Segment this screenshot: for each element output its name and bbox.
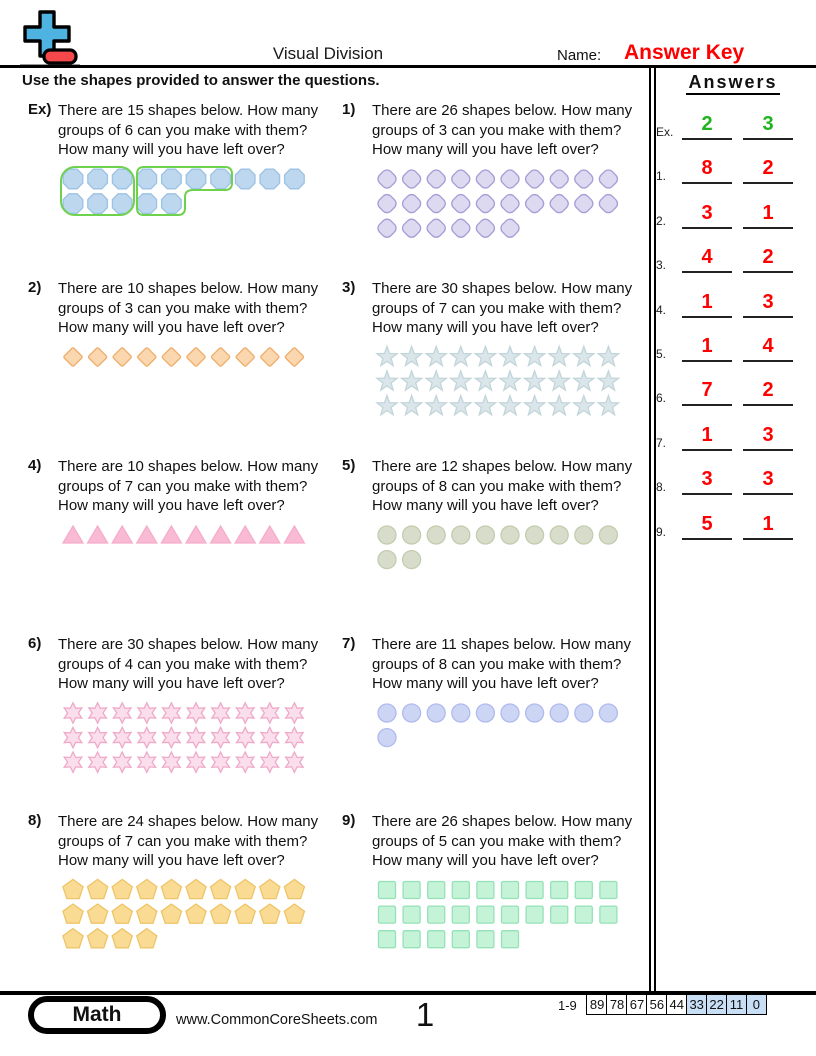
answer-blank: 2 bbox=[743, 378, 793, 406]
answer-blank: 3 bbox=[682, 467, 732, 495]
answer-blank: 3 bbox=[743, 112, 793, 140]
problem-block bbox=[28, 635, 340, 776]
problem-text bbox=[58, 812, 318, 871]
problem-text-line: There are 30 shapes below. How many bbox=[58, 636, 319, 653]
problem-text-line: How many will you have left over? bbox=[58, 319, 285, 336]
answer-blank: 4 bbox=[743, 334, 793, 362]
answer-blank: 4 bbox=[682, 245, 732, 273]
answer-key-label: Answer Key bbox=[624, 41, 745, 64]
score-cell: 44 bbox=[666, 994, 688, 1015]
problem-number: Ex) bbox=[28, 101, 52, 118]
score-range-label: 1-9 bbox=[558, 998, 577, 1013]
problem-block bbox=[342, 812, 654, 953]
answer-blank: 1 bbox=[682, 334, 732, 362]
problem-text-line: groups of 7 can you make with them? bbox=[372, 299, 622, 317]
shape-grid bbox=[374, 344, 654, 420]
problem-text bbox=[372, 279, 632, 338]
answer-row-label: 3. bbox=[656, 258, 667, 273]
answer-blank: 2 bbox=[682, 112, 732, 140]
answer-row bbox=[656, 423, 793, 451]
answer-blank: 3 bbox=[682, 201, 732, 229]
answer-blank: 2 bbox=[743, 156, 793, 184]
problem-text-line: groups of 3 can you make with them? bbox=[58, 299, 308, 317]
problem-number: 5) bbox=[342, 457, 356, 474]
problem-text bbox=[372, 457, 632, 516]
answer-row bbox=[656, 156, 793, 184]
problem-text bbox=[58, 457, 318, 516]
answer-row-label: Ex. bbox=[656, 125, 674, 139]
problem-text-line: There are 10 shapes below. How many bbox=[58, 280, 319, 297]
answer-row-label: 4. bbox=[656, 302, 667, 317]
problem-text-line: There are 12 shapes below. How many bbox=[372, 458, 633, 475]
score-cell: 67 bbox=[626, 994, 648, 1015]
answer-blank: 8 bbox=[682, 156, 732, 184]
problem-text-line: How many will you have left over? bbox=[58, 141, 285, 158]
answer-blank: 2 bbox=[743, 245, 793, 273]
answer-row bbox=[656, 512, 793, 540]
answer-row bbox=[656, 378, 793, 406]
problem-text bbox=[58, 635, 318, 694]
answer-blank: 3 bbox=[743, 467, 793, 495]
problem-text-line: There are 11 shapes below. How many bbox=[372, 636, 632, 653]
problem-text-line: groups of 6 can you make with them? bbox=[58, 121, 308, 139]
problem-text-line: There are 15 shapes below. How many bbox=[58, 102, 319, 119]
problem-text-line: groups of 8 can you make with them? bbox=[372, 477, 622, 495]
problem-text-line: There are 26 shapes below. How many bbox=[372, 813, 633, 830]
problem-text-line: How many will you have left over? bbox=[372, 497, 599, 514]
problem-block bbox=[342, 279, 654, 420]
problem-text-line: groups of 3 can you make with them? bbox=[372, 121, 622, 139]
problem-number: 1) bbox=[342, 101, 356, 118]
answer-row bbox=[656, 245, 793, 273]
answer-row-label: 5. bbox=[656, 347, 667, 361]
problem-number: 9) bbox=[342, 812, 356, 829]
answer-row bbox=[656, 112, 793, 140]
problem-block bbox=[28, 101, 340, 217]
answer-row bbox=[656, 290, 793, 318]
shape-grid bbox=[60, 166, 340, 217]
shape-grid bbox=[374, 700, 654, 751]
problem-text bbox=[372, 635, 631, 694]
answer-row-label: 1. bbox=[656, 169, 667, 184]
problem-text bbox=[58, 101, 318, 160]
problem-number: 4) bbox=[28, 457, 42, 474]
answer-blank: 5 bbox=[682, 512, 732, 540]
problem-text-line: How many will you have left over? bbox=[372, 675, 599, 692]
problem-text-line: There are 30 shapes below. How many bbox=[372, 280, 633, 297]
problem-text bbox=[58, 279, 318, 338]
page-number: 1 bbox=[415, 996, 435, 1033]
shape-grid bbox=[374, 522, 654, 573]
name-label: Name: bbox=[557, 47, 602, 64]
answer-blank: 1 bbox=[743, 201, 793, 229]
problem-text-line: How many will you have left over? bbox=[58, 497, 285, 514]
problem-text-line: There are 26 shapes below. How many bbox=[372, 102, 633, 119]
problem-text-line: There are 10 shapes below. How many bbox=[58, 458, 319, 475]
answer-row bbox=[656, 334, 793, 362]
score-cell: 33 bbox=[686, 994, 708, 1015]
answer-row-label: 9. bbox=[656, 524, 667, 539]
answers-panel-title: Answers bbox=[656, 72, 810, 93]
shape-grid bbox=[60, 877, 340, 953]
problem-text bbox=[372, 101, 632, 160]
answer-row bbox=[656, 467, 793, 495]
worksheet-title: Visual Division bbox=[272, 44, 384, 63]
answer-row-label: 2. bbox=[656, 213, 667, 228]
problem-number: 7) bbox=[342, 635, 356, 652]
problem-block bbox=[342, 101, 654, 242]
score-cell: 56 bbox=[646, 994, 668, 1015]
problem-text-line: groups of 7 can you make with them? bbox=[58, 477, 308, 495]
score-cell: 89 bbox=[586, 994, 608, 1015]
shape-grid bbox=[374, 166, 654, 242]
shape-grid bbox=[60, 700, 340, 776]
problem-text-line: How many will you have left over? bbox=[58, 852, 285, 869]
problem-block bbox=[342, 635, 654, 751]
problem-block bbox=[342, 457, 654, 573]
shape-grid bbox=[60, 344, 340, 371]
shape-grid bbox=[60, 522, 340, 549]
problem-text-line: groups of 5 can you make with them? bbox=[372, 832, 622, 850]
answer-row-label: 8. bbox=[656, 480, 667, 495]
problem-block bbox=[28, 812, 340, 953]
problem-text-line: groups of 4 can you make with them? bbox=[58, 655, 308, 673]
answer-blank: 3 bbox=[743, 423, 793, 451]
problem-text-line: groups of 7 can you make with them? bbox=[58, 832, 308, 850]
problem-text bbox=[372, 812, 632, 871]
answer-row-label: 7. bbox=[656, 435, 667, 450]
problem-text-line: groups of 8 can you make with them? bbox=[372, 655, 622, 673]
problem-text-line: How many will you have left over? bbox=[372, 852, 599, 869]
answer-blank: 1 bbox=[682, 290, 732, 318]
problem-block bbox=[28, 457, 340, 549]
subject-badge: Math bbox=[28, 996, 166, 1034]
score-cell: 22 bbox=[706, 994, 728, 1015]
website-url: www.CommonCoreSheets.com bbox=[176, 1012, 378, 1028]
shape-grid bbox=[374, 877, 654, 953]
answer-blank: 1 bbox=[743, 512, 793, 540]
problem-number: 6) bbox=[28, 635, 42, 652]
instruction-text: Use the shapes provided to answer the questions. bbox=[22, 72, 380, 89]
problem-number: 8) bbox=[28, 812, 42, 829]
answer-blank: 1 bbox=[682, 423, 732, 451]
answer-blank: 3 bbox=[743, 290, 793, 318]
score-cell: 11 bbox=[726, 994, 748, 1015]
answer-row bbox=[656, 201, 793, 229]
problem-text-line: There are 24 shapes below. How many bbox=[58, 813, 319, 830]
answer-row-label: 6. bbox=[656, 391, 667, 406]
header-divider bbox=[0, 65, 816, 68]
score-cell: 0 bbox=[746, 994, 768, 1015]
score-table bbox=[588, 994, 767, 1015]
problem-number: 3) bbox=[342, 279, 356, 296]
problem-text-line: How many will you have left over? bbox=[372, 319, 599, 336]
problem-text-line: How many will you have left over? bbox=[372, 141, 599, 158]
problem-text-line: How many will you have left over? bbox=[58, 675, 285, 692]
answer-blank: 7 bbox=[682, 378, 732, 406]
score-cell: 78 bbox=[606, 994, 628, 1015]
problem-block bbox=[28, 279, 340, 371]
problem-number: 2) bbox=[28, 279, 42, 296]
